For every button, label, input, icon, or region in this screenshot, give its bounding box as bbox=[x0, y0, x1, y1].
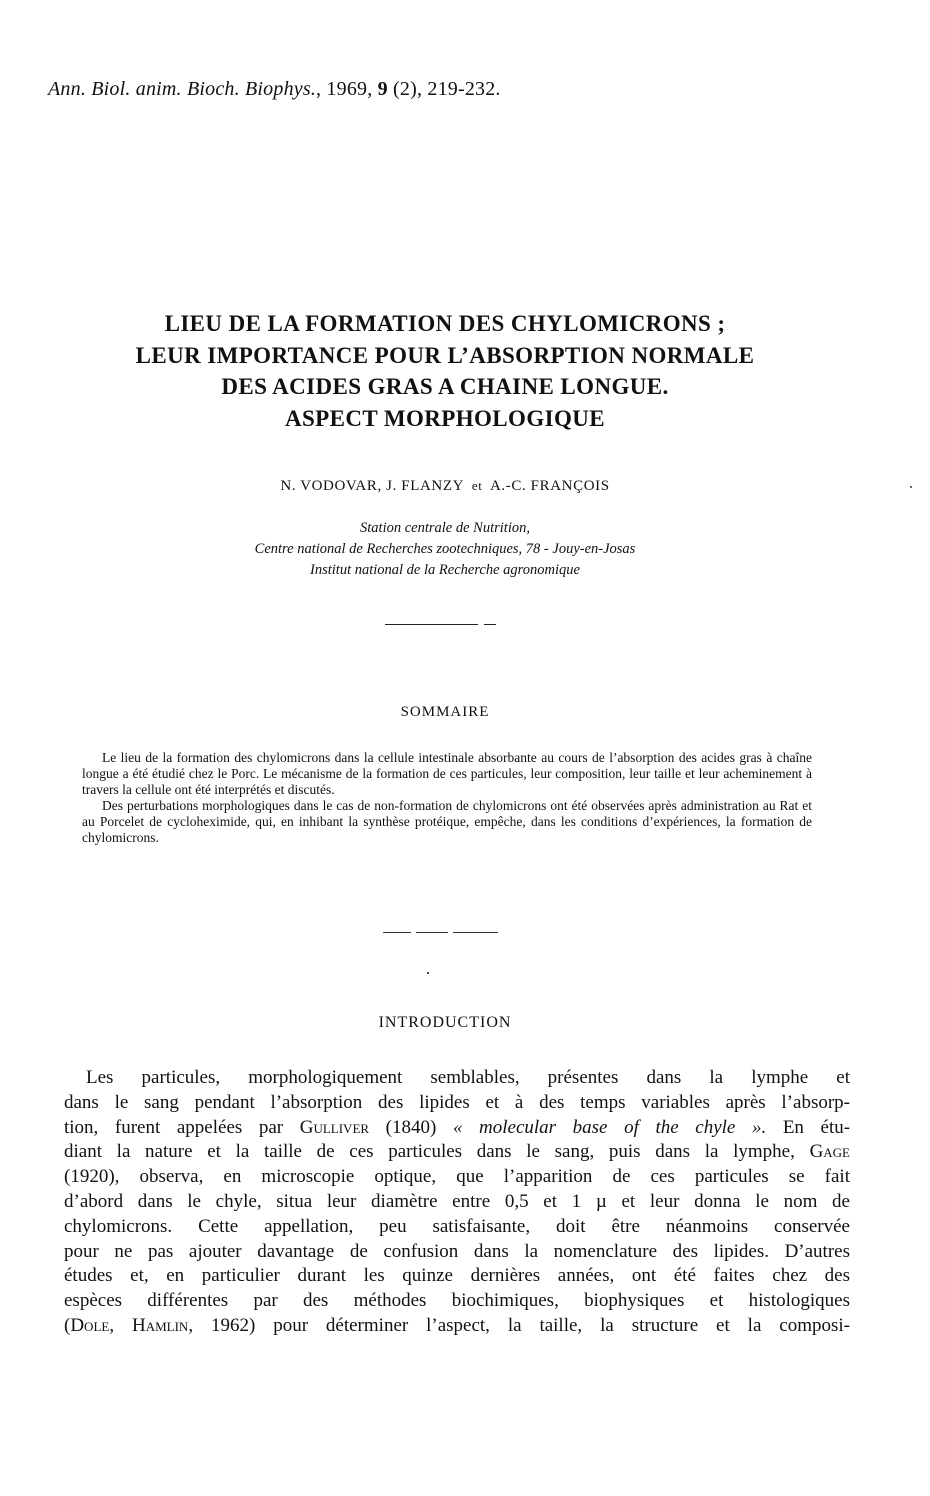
citation-volume: 9 bbox=[377, 78, 388, 100]
sommaire-heading: SOMMAIRE bbox=[400, 704, 490, 720]
authors-first: N. VODOVAR, J. FLANZY bbox=[280, 478, 464, 494]
title-line: LEUR IMPORTANCE POUR L’ABSORPTION NORMALE bbox=[135, 342, 755, 368]
journal-name: Ann. Biol. anim. Bioch. Biophys. bbox=[48, 78, 317, 100]
introduction-text bbox=[64, 1066, 851, 1339]
cited-author: Dole bbox=[70, 1314, 110, 1336]
text-line: d’abord dans le chyle, situa leur diamètre entre 0,5 et 1 µ et leur donna le nom de bbox=[64, 1190, 850, 1212]
separator-dash bbox=[383, 932, 411, 933]
author-list bbox=[0, 478, 890, 495]
text-line: dans le sang pendant l’absorption des lipides et à des temps variables après l’absorp- bbox=[64, 1091, 850, 1113]
stray-mark bbox=[427, 972, 429, 974]
text-line: diant la nature et la taille de ces particules dans le sang, puis dans la lymphe, Gage bbox=[64, 1141, 851, 1163]
separator-dash bbox=[453, 932, 498, 933]
text-line: chylomicrons. Cette appellation, peu satisfaisante, doit être néanmoins conservée bbox=[64, 1215, 850, 1237]
text-line: études et, en particulier durant les quinze dernières années, ont été faites chez des bbox=[64, 1265, 850, 1287]
text-line: (1920), observa, en microscopie optique, que l’apparition de ces particules se fait bbox=[64, 1166, 850, 1188]
affiliation-line: Centre national de Recherches zootechniques, 78 - Jouy-en-Josas bbox=[254, 541, 636, 557]
cited-author: Gulliver bbox=[299, 1116, 370, 1138]
affiliation-block bbox=[0, 518, 890, 581]
citation-year: , 1969, bbox=[316, 78, 373, 100]
text-line: tion, furent appelées par Gulliver (1840) « molecular base of the chyle ». En étu- bbox=[64, 1116, 851, 1138]
introduction-heading: INTRODUCTION bbox=[378, 1014, 512, 1031]
divider-rule-short bbox=[484, 624, 496, 625]
text-line: pour ne pas ajouter davantage de confusion dans la nomenclature des lipides. D’autres bbox=[64, 1240, 850, 1262]
title-line: ASPECT MORPHOLOGIQUE bbox=[284, 405, 606, 431]
stray-mark bbox=[910, 486, 912, 488]
text-line: espèces différentes par des méthodes biochimiques, biophysiques et histologiques bbox=[64, 1290, 850, 1312]
section-separator bbox=[383, 932, 498, 933]
divider-rule bbox=[385, 624, 478, 625]
article-title bbox=[60, 308, 830, 434]
quoted-term: « molecular base of the chyle ». bbox=[452, 1116, 767, 1138]
text-line: (Dole, Hamlin, 1962) pour déterminer l’aspect, la taille, la structure et la composi- bbox=[64, 1314, 850, 1336]
affiliation-line: Institut national de la Recherche agronomique bbox=[310, 562, 580, 578]
separator-dash bbox=[416, 932, 448, 933]
cited-author: Hamlin bbox=[131, 1314, 189, 1336]
cited-author: Gage bbox=[809, 1141, 851, 1163]
text-line: Les particules, morphologiquement semblables, présentes dans la lymphe et bbox=[86, 1067, 850, 1088]
affiliation-line: Station centrale de Nutrition, bbox=[360, 520, 530, 536]
citation-issue-pages: (2), 219-232. bbox=[393, 78, 501, 100]
journal-citation bbox=[48, 78, 501, 101]
abstract-paragraph: Le lieu de la formation des chylomicrons dans la cellule intestinale absorbante au cours de l’absorption des acides gras à chaîne longue a été étudié chez le Porc. Le mécanisme de la formation de ces particules, leur composition, leur taille et leur acheminement à travers la cellule ont été interprétés et discutés. bbox=[82, 750, 812, 797]
abstract-paragraph: Des perturbations morphologiques dans le cas de non-formation de chylomicrons ont été observées après administration au Rat et au Porcelet de cycloheximide, qui, en inhibant la synthèse protéique, empêche, dans les conditions d’expériences, la formation de chylomicrons. bbox=[82, 798, 812, 845]
abstract-block bbox=[82, 750, 812, 846]
title-line: DES ACIDES GRAS A CHAINE LONGUE. bbox=[221, 374, 669, 399]
authors-last: A.-C. FRANÇOIS bbox=[490, 478, 610, 494]
title-line: LIEU DE LA FORMATION DES CHYLOMICRONS ; bbox=[164, 311, 726, 336]
authors-conjunction: et bbox=[471, 478, 483, 493]
